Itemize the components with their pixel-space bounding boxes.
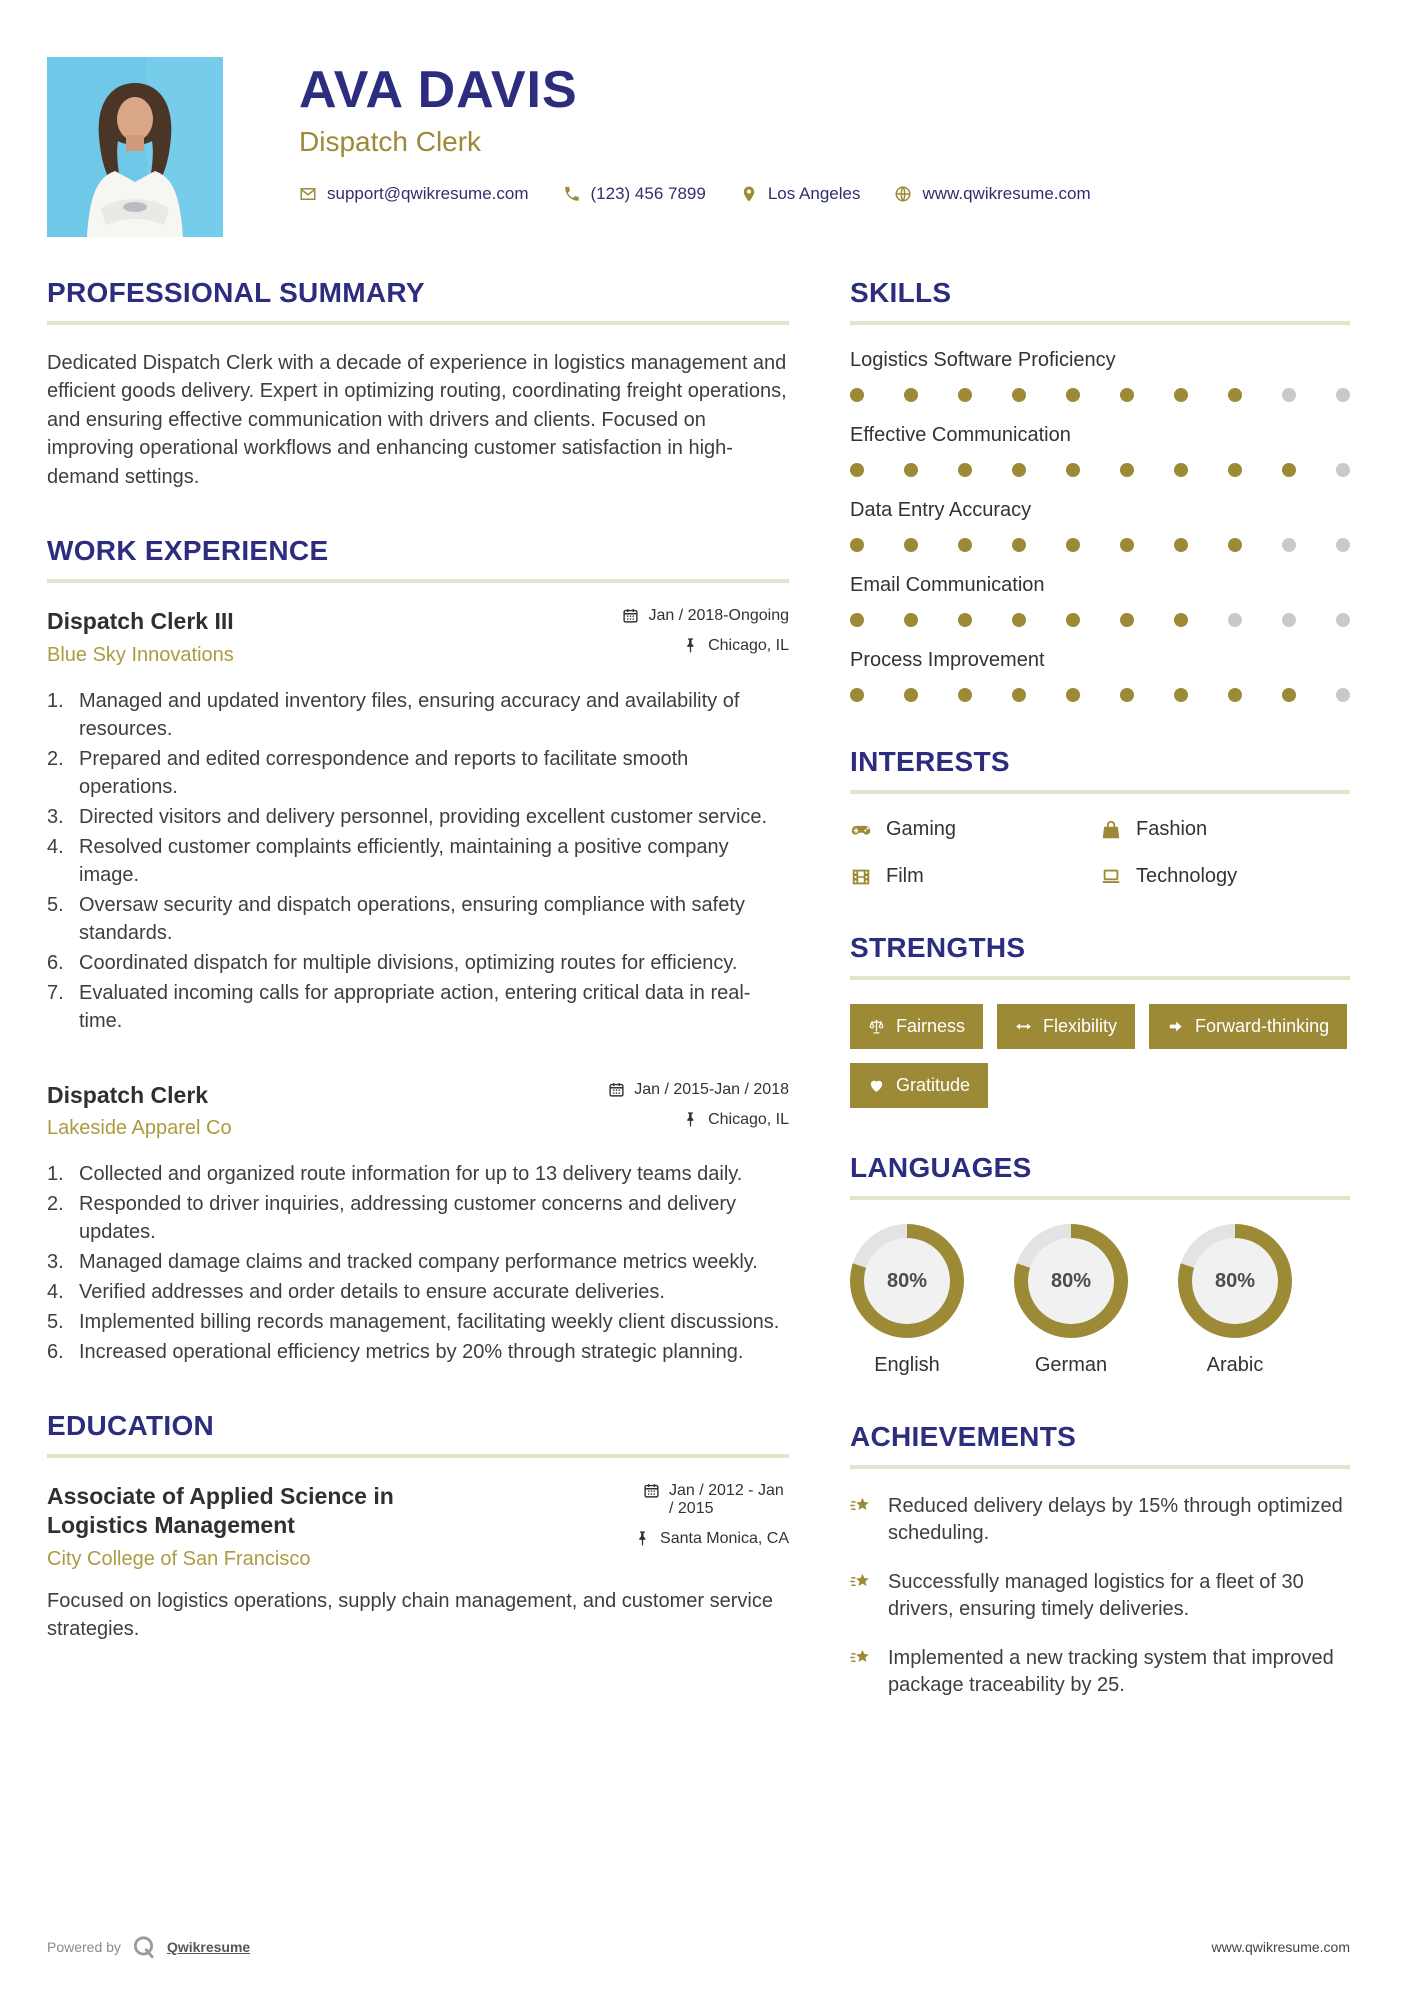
job-bullet-list xyxy=(47,687,789,1035)
rating-dot xyxy=(850,538,864,552)
date-row xyxy=(622,607,789,625)
bullet-number: 6. xyxy=(47,951,64,974)
skills-list xyxy=(850,349,1350,702)
bullet-number: 7. xyxy=(47,981,64,1004)
job-bullet xyxy=(47,1338,789,1366)
calendar-icon xyxy=(622,607,639,624)
summary-section xyxy=(47,277,789,491)
contact-text[interactable]: (123) 456 7899 xyxy=(590,183,706,203)
job-bullet xyxy=(47,745,789,801)
rating-dot xyxy=(904,613,918,627)
job-title: Dispatch Clerk III xyxy=(47,607,234,634)
work-heading: WORK EXPERIENCE xyxy=(47,534,329,566)
education-school: City College of San Francisco xyxy=(47,1547,311,1570)
rating-dot xyxy=(1174,613,1188,627)
skill-label: Logistics Software Proficiency xyxy=(850,349,1116,371)
bullet-number: 4. xyxy=(47,835,64,858)
company-name: Blue Sky Innovations xyxy=(47,643,234,666)
work-entry-titles xyxy=(47,1081,232,1141)
rating-dot xyxy=(1120,613,1134,627)
powered-by xyxy=(47,1934,250,1960)
interest-label: Fashion xyxy=(1136,818,1208,840)
arrows-horizontal-icon xyxy=(1015,1018,1032,1035)
section-divider xyxy=(850,1196,1350,1200)
language-donut xyxy=(1178,1224,1292,1338)
bullet-text: Coordinated dispatch for multiple divisions, optimizing routes for efficiency. xyxy=(79,951,738,974)
contact-item[interactable] xyxy=(563,184,706,204)
rating-dot xyxy=(904,388,918,402)
location-row xyxy=(608,1111,789,1129)
interest-item xyxy=(1100,818,1350,841)
section-divider xyxy=(850,790,1350,794)
summary-heading: PROFESSIONAL SUMMARY xyxy=(47,277,425,308)
rating-dot xyxy=(1282,538,1296,552)
gamepad-icon xyxy=(850,819,872,841)
bullet-text: Responded to driver inquiries, addressing customer concerns and delivery updates. xyxy=(79,1193,737,1244)
skill-rating xyxy=(850,463,1350,477)
calendar-icon xyxy=(608,1081,625,1098)
laptop-icon xyxy=(1100,866,1122,888)
job-bullet xyxy=(47,1278,789,1306)
rating-dot xyxy=(958,538,972,552)
profile-photo xyxy=(47,57,223,237)
bullet-text: Increased operational efficiency metrics by 20% through strategic planning. xyxy=(79,1341,744,1364)
rating-dot xyxy=(904,688,918,702)
contact-text[interactable]: support@qwikresume.com xyxy=(327,183,529,203)
education-date: Jan / 2012 - Jan / 2015 xyxy=(669,1482,784,1518)
push-pin-icon xyxy=(634,1530,651,1547)
header xyxy=(47,57,1350,237)
rating-dot xyxy=(1174,388,1188,402)
interest-item xyxy=(850,865,1100,888)
strength-badge xyxy=(997,1004,1135,1049)
work-entry xyxy=(47,1081,789,1367)
left-column xyxy=(47,277,789,1644)
skill-label: Process Improvement xyxy=(850,649,1045,671)
strength-badge xyxy=(850,1063,988,1108)
date-range: Jan / 2018-Ongoing xyxy=(648,606,789,624)
push-pin-icon xyxy=(682,1111,699,1128)
rating-dot xyxy=(1174,688,1188,702)
rating-dot xyxy=(1012,613,1026,627)
skill-rating xyxy=(850,688,1350,702)
bullet-number: 1. xyxy=(47,1163,64,1186)
rating-dot xyxy=(1282,613,1296,627)
skill-rating xyxy=(850,613,1350,627)
language-item xyxy=(850,1224,964,1377)
skill-label: Data Entry Accuracy xyxy=(850,499,1032,521)
achievements-section xyxy=(850,1421,1350,1699)
skills-heading: SKILLS xyxy=(850,277,952,308)
language-donut xyxy=(850,1224,964,1338)
rating-dot xyxy=(1066,688,1080,702)
achievement-item xyxy=(850,1645,1350,1699)
interest-label: Gaming xyxy=(886,818,957,840)
job-bullet xyxy=(47,1190,789,1246)
content-columns xyxy=(47,277,1350,1904)
rating-dot xyxy=(850,388,864,402)
language-percent: 80% xyxy=(1028,1238,1114,1324)
contact-text[interactable]: www.qwikresume.com xyxy=(922,183,1091,203)
education-degree: Associate of Applied Science in Logistics Management xyxy=(47,1483,394,1539)
qwikresume-brand-link[interactable]: Qwikresume xyxy=(166,1939,251,1955)
footer-website: www.qwikresume.com xyxy=(1211,1939,1350,1955)
arrow-right-icon xyxy=(1167,1018,1184,1035)
job-bullet xyxy=(47,949,789,977)
rating-dot xyxy=(1120,388,1134,402)
section-divider xyxy=(47,1454,789,1458)
job-bullet xyxy=(47,979,789,1035)
rating-dot xyxy=(1120,538,1134,552)
bullet-text: Managed damage claims and tracked company performance metrics weekly. xyxy=(79,1251,758,1274)
rating-dot xyxy=(1282,388,1296,402)
bullet-number: 2. xyxy=(47,1193,64,1216)
globe-icon xyxy=(894,185,912,203)
rating-dot xyxy=(1228,388,1242,402)
bullet-text: Verified addresses and order details to ensure accurate deliveries. xyxy=(79,1281,665,1304)
contact-item xyxy=(740,184,861,204)
date-row xyxy=(608,1081,789,1099)
strength-label: Fairness xyxy=(896,1016,966,1036)
bullet-text: Oversaw security and dispatch operations, ensuring compliance with safety standards. xyxy=(79,893,745,944)
summary-text: Dedicated Dispatch Clerk with a decade of experience in logistics management and efficient goods delivery. Expert in optimizing routing, coordinating freight operations, and ensuring effective communication with drivers and clients. Focused on improving operational workflows and enhancing customer satisfaction in high-demand settings. xyxy=(47,352,787,488)
powered-by-label: Powered by xyxy=(47,1939,121,1955)
languages-heading: LANGUAGES xyxy=(850,1152,1032,1183)
language-label: German xyxy=(1034,1354,1108,1376)
bullet-number: 6. xyxy=(47,1341,64,1364)
rating-dot xyxy=(850,613,864,627)
interest-label: Technology xyxy=(1136,865,1238,887)
rating-dot xyxy=(1282,463,1296,477)
rating-dot xyxy=(1174,463,1188,477)
job-bullet-list xyxy=(47,1160,789,1366)
envelope-icon xyxy=(299,185,317,203)
education-location-row xyxy=(634,1530,789,1548)
job-bullet xyxy=(47,687,789,743)
star-icon xyxy=(850,1495,872,1547)
bullet-number: 5. xyxy=(47,893,64,916)
education-date-row xyxy=(634,1482,789,1518)
education-heading: EDUCATION xyxy=(47,1410,215,1442)
rating-dot xyxy=(1066,538,1080,552)
location: Chicago, IL xyxy=(708,636,789,654)
phone-icon xyxy=(563,185,581,203)
language-label: Arabic xyxy=(1206,1354,1264,1376)
achievement-text: Reduced delivery delays by 15% through optimized scheduling. xyxy=(888,1495,1343,1544)
skill-item xyxy=(850,424,1350,477)
interest-item xyxy=(850,818,1100,841)
work-entry-header xyxy=(47,1081,789,1141)
calendar-icon xyxy=(643,1482,660,1499)
language-item xyxy=(1178,1224,1292,1377)
rating-dot xyxy=(1012,463,1026,477)
skill-item xyxy=(850,649,1350,702)
bullet-text: Managed and updated inventory files, ensuring accuracy and availability of resources. xyxy=(79,689,740,740)
languages-section xyxy=(850,1152,1350,1377)
header-text xyxy=(299,57,1091,237)
strength-badges xyxy=(850,1004,1350,1108)
work-entry-meta xyxy=(622,607,789,655)
bullet-text: Evaluated incoming calls for appropriate action, entering critical data in real-time. xyxy=(79,981,751,1032)
skill-item xyxy=(850,574,1350,627)
rating-dot xyxy=(1336,688,1350,702)
education-entry xyxy=(47,1482,789,1643)
strengths-section xyxy=(850,932,1350,1108)
person-name: AVA DAVIS xyxy=(299,61,578,119)
work-entry-meta xyxy=(608,1081,789,1129)
education-section xyxy=(47,1410,789,1643)
section-divider xyxy=(850,976,1350,980)
strength-badge xyxy=(1149,1004,1347,1049)
contact-text: Los Angeles xyxy=(767,183,861,203)
bullet-number: 5. xyxy=(47,1311,64,1334)
interest-label: Film xyxy=(886,865,924,887)
strength-badge xyxy=(850,1004,983,1049)
rating-dot xyxy=(958,388,972,402)
rating-dot xyxy=(1012,538,1026,552)
section-divider xyxy=(850,1465,1350,1469)
location-row xyxy=(622,637,789,655)
bullet-text: Implemented billing records management, facilitating weekly client discussions. xyxy=(79,1311,780,1334)
job-bullet xyxy=(47,833,789,889)
achievement-item xyxy=(850,1569,1350,1623)
heart-icon xyxy=(868,1077,885,1094)
rating-dot xyxy=(1336,463,1350,477)
footer xyxy=(47,1904,1350,1960)
rating-dot xyxy=(1336,388,1350,402)
skill-rating xyxy=(850,538,1350,552)
language-percent: 80% xyxy=(1192,1238,1278,1324)
location: Chicago, IL xyxy=(708,1110,789,1128)
work-entry-titles xyxy=(47,607,234,667)
rating-dot xyxy=(904,538,918,552)
education-location: Santa Monica, CA xyxy=(660,1530,789,1548)
achievement-text: Implemented a new tracking system that improved package traceability by 25. xyxy=(888,1647,1334,1696)
strength-label: Gratitude xyxy=(896,1075,971,1095)
rating-dot xyxy=(1228,688,1242,702)
skill-item xyxy=(850,499,1350,552)
qwikresume-logo-icon xyxy=(131,1934,157,1960)
rating-dot xyxy=(1336,538,1350,552)
rating-dot xyxy=(1174,538,1188,552)
star-icon xyxy=(850,1571,872,1623)
work-entry-header xyxy=(47,607,789,667)
language-percent: 80% xyxy=(864,1238,950,1324)
profile-photo-illustration xyxy=(47,57,223,237)
strength-label: Flexibility xyxy=(1043,1016,1118,1036)
bullet-text: Collected and organized route information for up to 13 delivery teams daily. xyxy=(79,1163,743,1186)
job-bullet xyxy=(47,803,789,831)
contact-item[interactable] xyxy=(299,184,529,204)
push-pin-icon xyxy=(682,637,699,654)
rating-dot xyxy=(1066,388,1080,402)
rating-dot xyxy=(1228,613,1242,627)
job-title: Dispatch Clerk xyxy=(47,1081,209,1108)
strength-label: Forward-thinking xyxy=(1195,1016,1330,1036)
language-donut xyxy=(1014,1224,1128,1338)
bullet-number: 2. xyxy=(47,747,64,770)
rating-dot xyxy=(1012,388,1026,402)
bullet-text: Directed visitors and delivery personnel, providing excellent customer service. xyxy=(79,805,768,828)
interests-grid xyxy=(850,818,1350,888)
rating-dot xyxy=(1012,688,1026,702)
person-job-title: Dispatch Clerk xyxy=(299,125,482,157)
rating-dot xyxy=(1120,463,1134,477)
rating-dot xyxy=(1282,688,1296,702)
education-description: Focused on logistics operations, supply chain management, and customer service strategies. xyxy=(47,1589,773,1641)
rating-dot xyxy=(1066,613,1080,627)
rating-dot xyxy=(904,463,918,477)
job-bullet xyxy=(47,891,789,947)
skill-rating xyxy=(850,388,1350,402)
bullet-number: 1. xyxy=(47,689,64,712)
shopping-bag-icon xyxy=(1100,819,1122,841)
achievements-heading: ACHIEVEMENTS xyxy=(850,1421,1077,1452)
rating-dot xyxy=(1228,463,1242,477)
achievements-list xyxy=(850,1493,1350,1699)
job-bullet xyxy=(47,1308,789,1336)
skill-label: Effective Communication xyxy=(850,424,1071,446)
rating-dot xyxy=(1336,613,1350,627)
achievement-item xyxy=(850,1493,1350,1547)
bullet-number: 3. xyxy=(47,805,64,828)
skills-section xyxy=(850,277,1350,702)
rating-dot xyxy=(958,463,972,477)
rating-dot xyxy=(850,688,864,702)
section-divider xyxy=(47,579,789,583)
film-icon xyxy=(850,866,872,888)
strengths-heading: STRENGTHS xyxy=(850,932,1026,963)
rating-dot xyxy=(1066,463,1080,477)
work-entry xyxy=(47,607,789,1035)
section-divider xyxy=(47,321,789,325)
rating-dot xyxy=(958,688,972,702)
rating-dot xyxy=(1228,538,1242,552)
contact-row xyxy=(299,184,1091,204)
company-name: Lakeside Apparel Co xyxy=(47,1117,232,1140)
date-range: Jan / 2015-Jan / 2018 xyxy=(634,1080,789,1098)
rating-dot xyxy=(850,463,864,477)
rating-dot xyxy=(1120,688,1134,702)
right-column xyxy=(850,277,1350,1721)
skill-label: Email Communication xyxy=(850,574,1045,596)
section-divider xyxy=(850,321,1350,325)
rating-dot xyxy=(958,613,972,627)
education-meta xyxy=(634,1482,789,1548)
job-bullet xyxy=(47,1248,789,1276)
bullet-number: 3. xyxy=(47,1251,64,1274)
work-experience-section xyxy=(47,535,789,1367)
language-label: English xyxy=(874,1354,940,1376)
bullet-text: Resolved customer complaints efficiently, maintaining a positive company image. xyxy=(79,835,729,886)
interest-item xyxy=(1100,865,1350,888)
language-item xyxy=(1014,1224,1128,1377)
contact-item[interactable] xyxy=(894,184,1090,204)
achievement-text: Successfully managed logistics for a fleet of 30 drivers, ensuring timely deliveries. xyxy=(888,1571,1304,1620)
interests-section xyxy=(850,746,1350,888)
scales-icon xyxy=(868,1018,885,1035)
interests-heading: INTERESTS xyxy=(850,746,1010,777)
bullet-number: 4. xyxy=(47,1281,64,1304)
star-icon xyxy=(850,1647,872,1699)
map-pin-icon xyxy=(740,185,758,203)
languages-list xyxy=(850,1224,1350,1377)
bullet-text: Prepared and edited correspondence and reports to facilitate smooth operations. xyxy=(79,747,689,798)
skill-item xyxy=(850,349,1350,402)
job-bullet xyxy=(47,1160,789,1188)
work-entries xyxy=(47,607,789,1367)
